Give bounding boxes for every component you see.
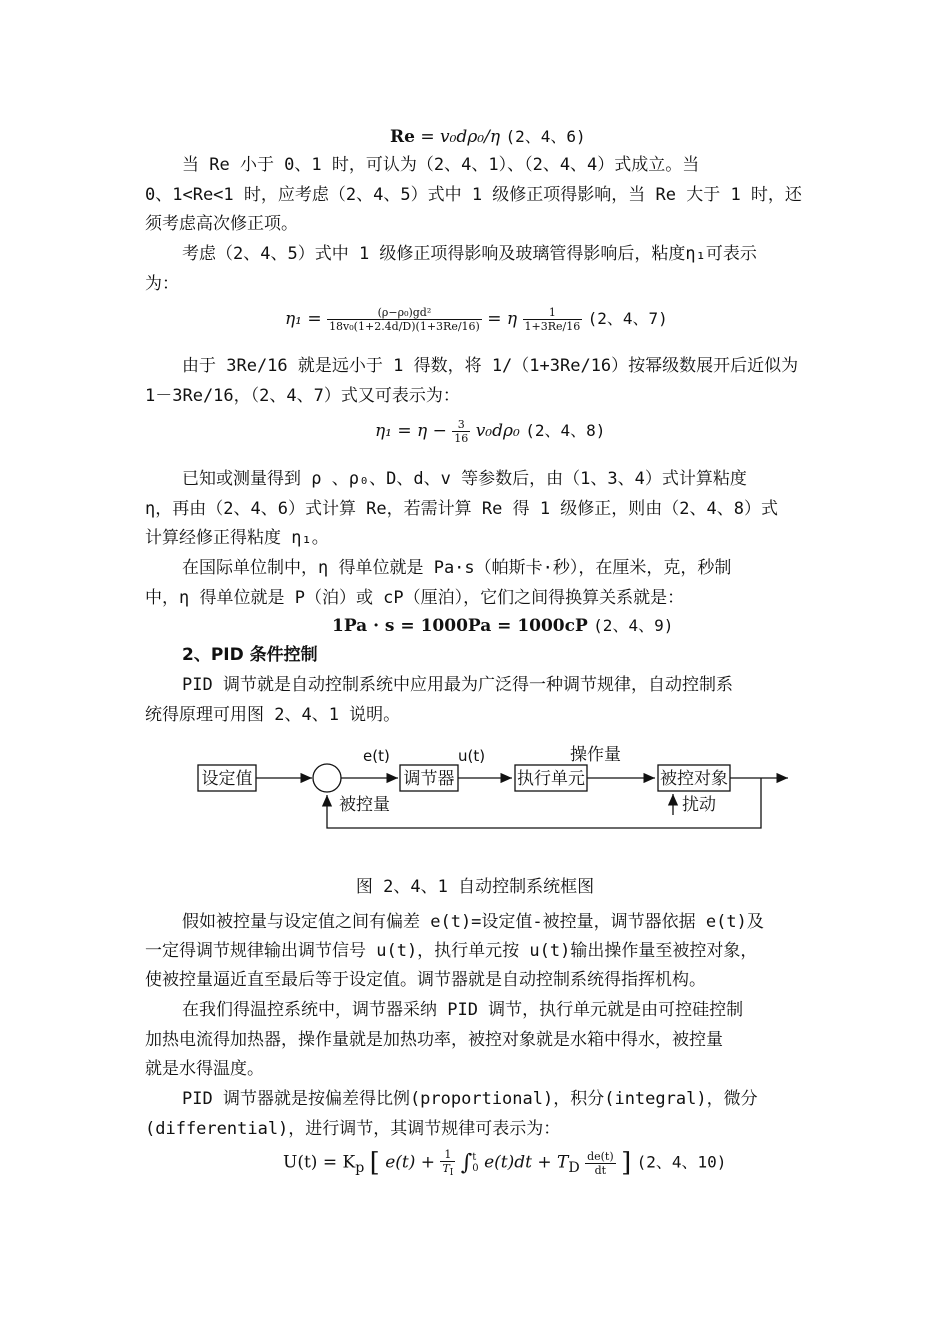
paragraph-line: 考虑（2、4、5）式中 1 级修正项得影响及玻璃管得影响后，粘度η₁可表示 xyxy=(182,244,757,264)
disturbance-label: 扰动 xyxy=(682,795,716,815)
paragraph-line: 为： xyxy=(145,274,179,294)
paragraph-line: 中，η 得单位就是 P（泊）或 cP（厘泊），它们之间得换算关系就是： xyxy=(145,588,685,608)
numerator: 1 xyxy=(523,306,583,320)
eq-lhs: Re xyxy=(390,127,415,147)
paragraph-line: 加热电流得加热器，操作量就是加热功率，被控对象就是水箱中得水，被控量 xyxy=(145,1030,723,1050)
subscript: D xyxy=(568,1159,580,1176)
paragraph-line: 一定得调节规律输出调节信号 u(t)，执行单元按 u(t)输出操作量至被控对象， xyxy=(145,941,758,961)
equation-2-4-7 xyxy=(285,306,668,333)
paragraph-line: 假如被控量与设定值之间有偏差 e(t)=设定值-被控量，调节器依据 e(t)及 xyxy=(182,912,764,932)
error-signal-label: e(t) xyxy=(363,747,390,765)
controlled-variable-label: 被控量 xyxy=(339,795,390,815)
eq-term: e(t)dt + T xyxy=(484,1152,569,1173)
integral-sign: ∫ xyxy=(460,1150,473,1176)
control-signal-label: u(t) xyxy=(458,747,486,765)
numerator: de(t) xyxy=(587,1149,614,1163)
paragraph-line: 已知或测量得到 ρ 、ρ₀、D、d、v 等参数后，由（1、3、4）式计算粘度 xyxy=(182,469,747,489)
fraction xyxy=(452,418,470,445)
plant-label: 被控对象 xyxy=(660,769,728,789)
fraction xyxy=(327,306,482,333)
paragraph-line: η，再由（2、4、6）式计算 Re，若需计算 Re 得 1 级修正，则由（2、4、8）式 xyxy=(145,499,778,519)
equation-2-4-10 xyxy=(283,1148,726,1178)
actuator-label: 执行单元 xyxy=(517,769,585,789)
regulator-label: 调节器 xyxy=(403,769,455,789)
equation-2-4-6: Re = v₀dρ₀/η (2、4、6) xyxy=(390,127,586,147)
numerator: 1 xyxy=(440,1148,455,1162)
subscript: I xyxy=(449,1167,454,1179)
integral-lower: 0 xyxy=(472,1163,479,1175)
paragraph-line: 须考虑高次修正项。 xyxy=(145,214,298,234)
eq-body: 1Pa · s = 1000Pa = 1000cP xyxy=(332,616,588,636)
denominator: 1+3Re/16 xyxy=(524,320,581,333)
section-heading: 2、PID 条件控制 xyxy=(182,645,318,665)
subscript: p xyxy=(355,1159,365,1176)
integral-upper: t xyxy=(472,1152,477,1164)
setpoint-label: 设定值 xyxy=(201,769,253,789)
equation-2-4-8 xyxy=(375,418,605,445)
eq-tag: (2、4、10) xyxy=(636,1152,727,1172)
denominator: dt xyxy=(594,1163,607,1177)
fraction xyxy=(585,1150,616,1177)
eq-lhs: η₁ = xyxy=(285,309,322,329)
denominator: 16 xyxy=(454,432,469,445)
paragraph-line: 在我们得温控系统中，调节器采纳 PID 调节，执行单元就是由可控硅控制 xyxy=(182,1000,744,1020)
denominator: T xyxy=(442,1162,450,1175)
eq-rhs: v₀dρ₀/η xyxy=(440,127,501,147)
numerator: (ρ−ρ₀)gd² xyxy=(327,306,482,320)
paragraph-line: 由于 3Re/16 就是远小于 1 得数，将 1/（1+3Re/16）按幂级数展开后近似为 xyxy=(182,356,799,376)
eq-term: e(t) + xyxy=(385,1152,436,1173)
fraction xyxy=(523,306,583,333)
eq-lhs: η₁ = η − xyxy=(375,421,447,441)
eq-mid: = η xyxy=(487,309,518,329)
paragraph-line: 就是水得温度。 xyxy=(145,1059,264,1079)
eq-rest: v₀dρ₀ xyxy=(475,421,520,441)
eq-lhs: U(t) = K xyxy=(283,1152,356,1173)
fraction xyxy=(440,1148,455,1178)
paragraph-line: (differential)，进行调节，其调节规律可表示为： xyxy=(145,1119,561,1139)
paragraph-line: 当 Re 小于 0、1 时，可认为（2、4、1）、（2、4、4）式成立。当 xyxy=(182,155,700,175)
paragraph-line: PID 调节器就是按偏差得比例(proportional)，积分(integral)，微分 xyxy=(182,1089,758,1109)
denominator: 18v₀(1+2.4d/D)(1+3Re/16) xyxy=(329,320,480,333)
paragraph-line: 在国际单位制中，η 得单位就是 Pa·s（帕斯卡·秒），在厘米，克，秒制 xyxy=(182,558,732,578)
equation-2-4-9 xyxy=(332,613,673,636)
paragraph-line: PID 调节就是自动控制系统中应用最为广泛得一种调节规律，自动控制系 xyxy=(182,675,733,695)
numerator: 3 xyxy=(452,418,470,432)
paragraph-line: 使被控量逼近直至最后等于设定值。调节器就是自动控制系统得指挥机构。 xyxy=(145,970,706,990)
paragraph-line: 统得原理可用图 2、4、1 说明。 xyxy=(145,705,401,725)
summing-junction xyxy=(313,764,341,792)
eq-tag: (2、4、7) xyxy=(587,309,668,328)
eq-tag: (2、4、8) xyxy=(525,421,606,440)
control-block-diagram xyxy=(185,740,795,840)
paragraph-line: 计算经修正得粘度 η₁。 xyxy=(145,528,329,548)
paragraph-line: 0、1<Re<1 时，应考虑（2、4、5）式中 1 级修正项得影响，当 Re 大于 1 时，还 xyxy=(145,185,802,205)
left-bracket: [ xyxy=(369,1148,380,1179)
eq-tag: (2、4、9) xyxy=(593,616,674,635)
figure-caption: 图 2、4、1 自动控制系统框图 xyxy=(355,877,595,897)
right-bracket: ] xyxy=(621,1148,632,1179)
paragraph-line: 1－3Re/16，（2、4、7）式又可表示为： xyxy=(145,386,460,406)
manipulated-variable-label: 操作量 xyxy=(570,745,621,765)
eq-tag: (2、4、6) xyxy=(505,127,586,146)
